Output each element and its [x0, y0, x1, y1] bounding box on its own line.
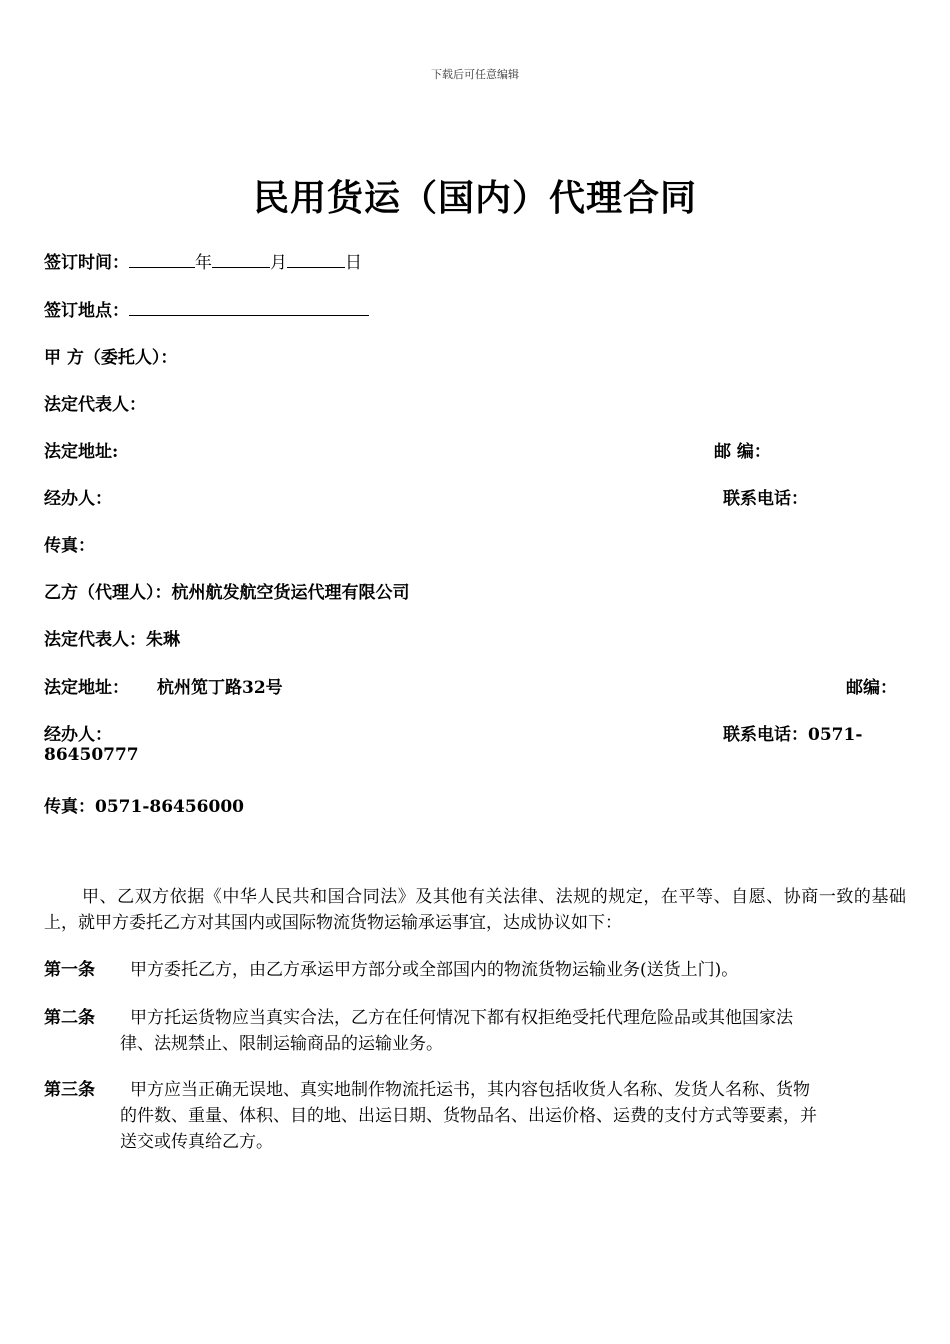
party-b-address-label: 法定地址：	[44, 678, 129, 698]
party-b-handler: 经办人：	[44, 725, 112, 745]
party-b-phone-row	[723, 720, 862, 745]
party-a-fax: 传真：	[44, 536, 95, 556]
party-b-fax: 0571-86456000	[95, 797, 244, 817]
party-a-postcode: 邮 编：	[714, 442, 771, 462]
sign-date-row	[44, 248, 362, 273]
party-b-legal-rep-label: 法定代表人：	[44, 630, 146, 650]
clause-3	[44, 1077, 906, 1155]
party-a-label: 甲 方（委托人）：	[44, 348, 178, 368]
document-title: 民用货运（国内）代理合同	[252, 177, 697, 219]
party-a-phone: 联系电话：	[723, 489, 808, 509]
sign-place-blank[interactable]	[129, 299, 369, 316]
party-b-phone-label: 联系电话：	[723, 725, 808, 745]
party-b-postcode: 邮编：	[846, 678, 897, 698]
party-b-phone-part1: 0571-	[808, 725, 863, 745]
clause-3-line-3: 送交或传真给乙方。	[120, 1132, 273, 1152]
year-label: 年	[195, 253, 212, 273]
party-a-legal-rep: 法定代表人：	[44, 395, 146, 415]
clause-3-label: 第三条	[44, 1080, 95, 1100]
party-b-label: 乙方（代理人）：	[44, 583, 172, 603]
header-note: 下载后可任意编辑	[431, 68, 519, 81]
clause-2-line-2: 律、法规禁止、限制运输商品的运输业务。	[120, 1034, 443, 1054]
party-b-fax-row	[44, 792, 244, 817]
sign-place-label: 签订地点：	[44, 301, 129, 321]
party-b-address-row	[44, 673, 283, 698]
party-a-handler: 经办人：	[44, 489, 112, 509]
clause-2	[44, 1005, 906, 1057]
clause-2-line-1: 甲方托运货物应当真实合法，乙方在任何情况下都有权拒绝受托代理危险品或其他国家法	[130, 1008, 793, 1028]
clause-1-label: 第一条	[44, 960, 95, 980]
day-label: 日	[345, 253, 362, 273]
clause-2-label: 第二条	[44, 1008, 95, 1028]
party-b-name: 杭州航发航空货运代理有限公司	[171, 583, 410, 603]
party-b-legal-rep: 朱琳	[146, 630, 180, 650]
party-b-row	[44, 578, 410, 603]
party-b-address: 杭州笕丁路32号	[157, 678, 283, 698]
party-b-fax-label: 传真：	[44, 797, 95, 817]
intro-paragraph: 甲、乙双方依据《中华人民共和国合同法》及其他有关法律、法规的规定，在平等、自愿、协商一致的基础上，就甲方委托乙方对其国内或国际物流货物运输承运事宜，达成协议如下：	[44, 887, 906, 933]
sign-date-label: 签订时间：	[44, 253, 129, 273]
clause-1-line-1: 甲方委托乙方，由乙方承运甲方部分或全部国内的物流货物运输业务(送货上门)。	[130, 960, 739, 980]
year-blank[interactable]	[129, 251, 195, 268]
party-b-phone-part2: 86450777	[44, 745, 139, 765]
sign-place-row	[44, 296, 369, 321]
month-blank[interactable]	[212, 251, 270, 268]
party-b-legal-rep-row	[44, 625, 180, 650]
clause-1	[44, 957, 906, 983]
clause-3-line-2: 的件数、重量、体积、目的地、出运日期、货物品名、出运价格、运费的支付方式等要素，并	[120, 1106, 817, 1126]
day-blank[interactable]	[287, 251, 345, 268]
party-a-address: 法定地址:	[44, 442, 119, 462]
clause-3-line-1: 甲方应当正确无误地、真实地制作物流托运书，其内容包括收货人名称、发货人名称、货物	[130, 1080, 810, 1100]
month-label: 月	[270, 253, 287, 273]
